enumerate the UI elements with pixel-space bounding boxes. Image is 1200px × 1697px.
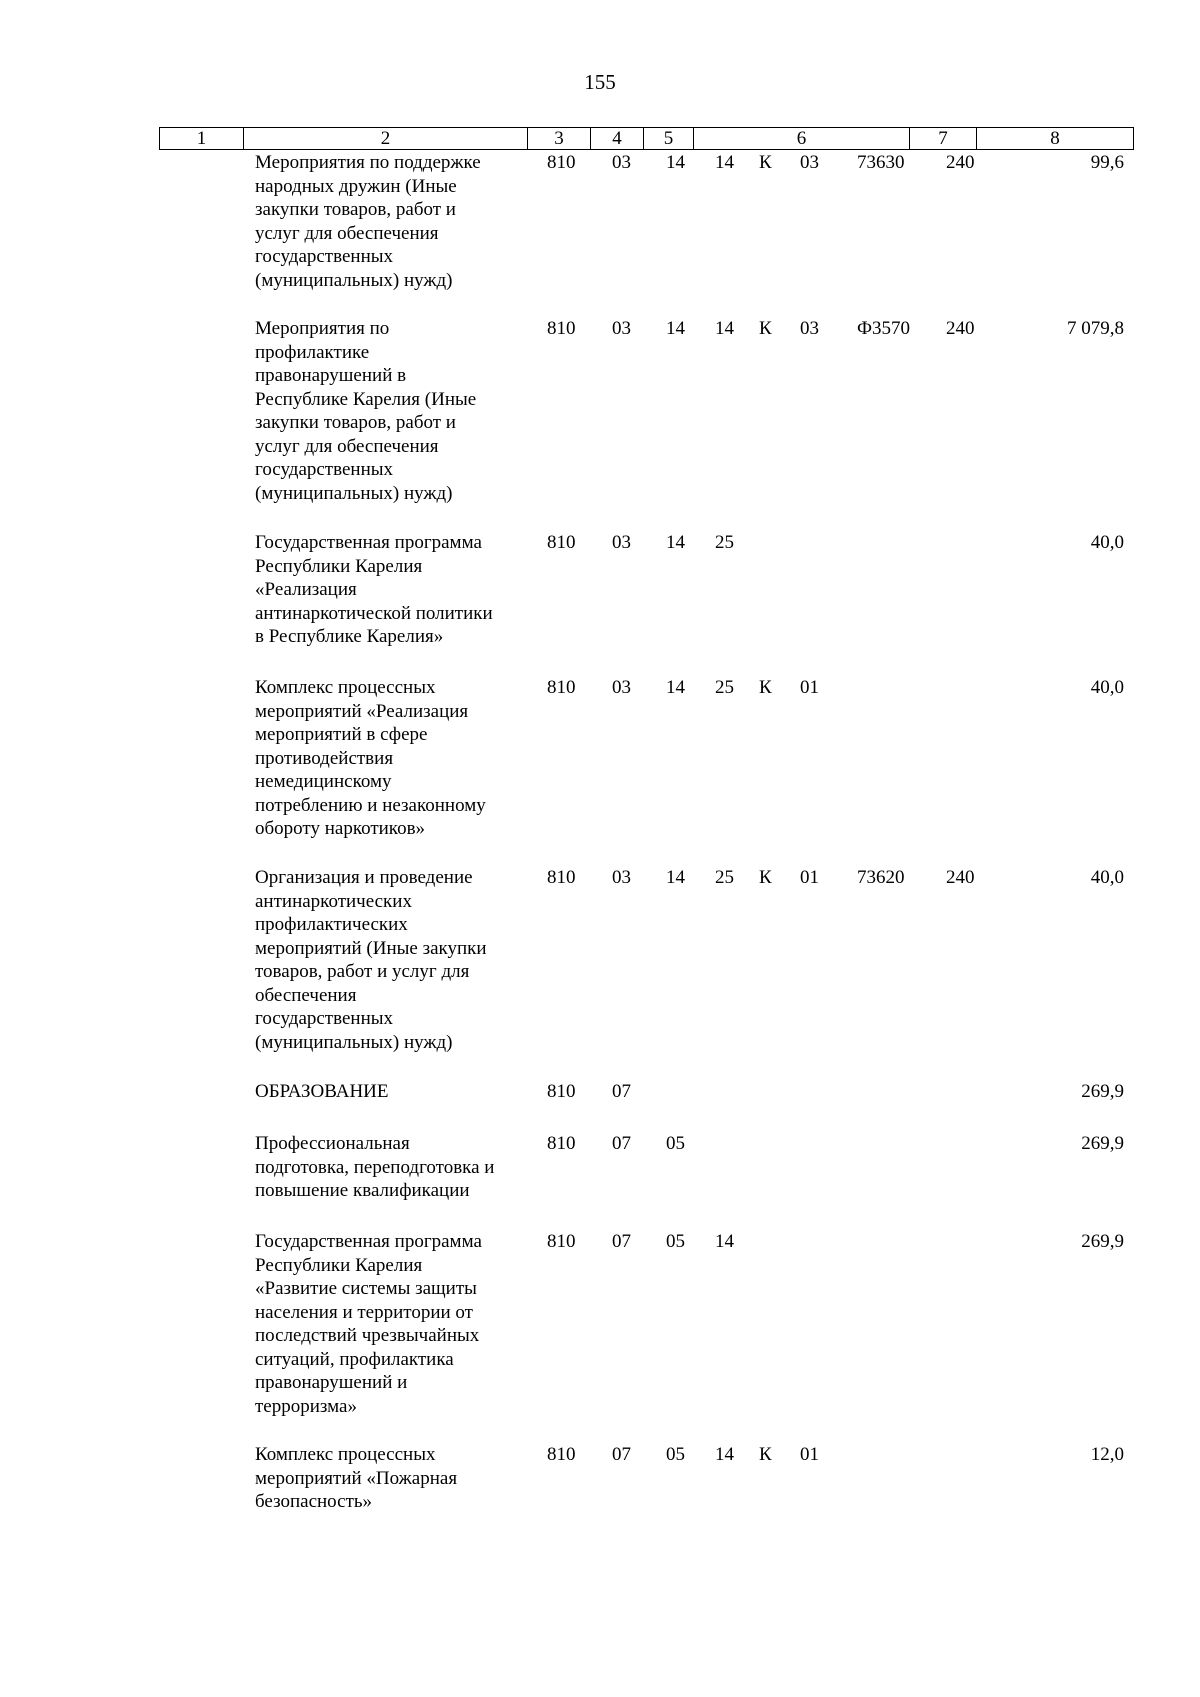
cell-c8: 40,0 [1090, 677, 1124, 698]
cell-c6c: 03 [800, 152, 819, 173]
cell-c8: 99,6 [1090, 152, 1124, 173]
cell-c6a: 14 [715, 152, 734, 173]
row-description [255, 676, 520, 841]
description-line: «Реализация [255, 579, 357, 600]
description-line: терроризма» [255, 1395, 357, 1417]
description-line: государственных [255, 246, 394, 267]
description-line: антинаркотической политики [255, 602, 493, 624]
description-line: подготовка, переподготовка и [255, 1156, 495, 1178]
column-header-2: 2 [244, 128, 528, 150]
description-line: закупки товаров, работ и [255, 199, 456, 220]
description-line: Комплекс процессных [255, 677, 436, 698]
cell-c3: 810 [547, 1444, 576, 1465]
row-description [255, 866, 520, 1054]
description-line: обороту наркотиков» [255, 818, 426, 839]
cell-c6b: К [759, 152, 772, 173]
description-line: повышение квалификации [255, 1180, 470, 1201]
cell-c8: 12,0 [1090, 1444, 1124, 1465]
description-line: Государственная программа [255, 532, 482, 553]
column-header-6: 6 [694, 128, 910, 150]
column-header-table [159, 127, 1134, 150]
description-line: Республики Карелия [255, 555, 423, 577]
cell-c5: 14 [666, 677, 685, 698]
cell-c3: 810 [547, 1081, 576, 1102]
cell-c4: 03 [612, 867, 631, 888]
description-line: обеспечения [255, 984, 357, 1006]
cell-c6b: К [759, 867, 772, 888]
description-line: мероприятий «Реализация [255, 700, 469, 722]
description-line: правонарушений и [255, 1372, 408, 1393]
description-line: антинаркотических [255, 890, 412, 912]
description-line: услуг для обеспечения [255, 435, 439, 457]
cell-c6a: 25 [715, 867, 734, 888]
description-line: народных дружин (Иные [255, 175, 457, 197]
cell-c3: 810 [547, 318, 576, 339]
description-line: товаров, работ и услуг для [255, 961, 470, 982]
description-line: в Республике Карелия» [255, 626, 444, 647]
description-line: мероприятий «Пожарная [255, 1467, 458, 1489]
row-description [255, 1230, 520, 1418]
description-line: Комплекс процессных [255, 1444, 436, 1465]
description-line: Республике Карелия (Иные [255, 388, 477, 410]
description-line: Организация и проведение [255, 867, 473, 888]
description-line: «Развитие системы защиты [255, 1278, 477, 1299]
description-line: Мероприятия по [255, 318, 390, 339]
cell-c4: 07 [612, 1081, 631, 1102]
cell-c8: 40,0 [1090, 867, 1124, 888]
column-header-8: 8 [977, 128, 1134, 150]
cell-c6b: К [759, 677, 772, 698]
description-line: Профессиональная [255, 1133, 410, 1154]
description-line: государственных [255, 459, 394, 480]
cell-c7: 240 [946, 152, 975, 173]
cell-c6d: Ф3570 [857, 318, 911, 339]
cell-c6a: 14 [715, 318, 734, 339]
cell-c6b: К [759, 318, 772, 339]
description-line: закупки товаров, работ и [255, 412, 456, 433]
column-header-3: 3 [528, 128, 591, 150]
cell-c3: 810 [547, 677, 576, 698]
description-line: (муниципальных) нужд) [255, 482, 453, 504]
description-line: (муниципальных) нужд) [255, 269, 453, 291]
description-line: безопасность» [255, 1491, 373, 1512]
description-line: профилактике [255, 341, 370, 363]
cell-c3: 810 [547, 1231, 576, 1252]
cell-c5: 14 [666, 867, 685, 888]
description-line: населения и территории от [255, 1301, 473, 1323]
description-line: Государственная программа [255, 1231, 482, 1252]
description-line: ОБРАЗОВАНИЕ [255, 1081, 389, 1102]
description-line: правонарушений в [255, 365, 407, 386]
cell-c5: 05 [666, 1231, 685, 1252]
cell-c7: 240 [946, 318, 975, 339]
cell-c6c: 01 [800, 1444, 819, 1465]
description-line: последствий чрезвычайных [255, 1325, 480, 1346]
description-line: услуг для обеспечения [255, 222, 439, 244]
cell-c4: 03 [612, 677, 631, 698]
description-line: Мероприятия по поддержке [255, 152, 481, 173]
description-line: ситуаций, профилактика [255, 1348, 454, 1370]
cell-c3: 810 [547, 1133, 576, 1154]
cell-c6c: 01 [800, 677, 819, 698]
row-description [255, 1443, 520, 1514]
row-description [255, 1080, 520, 1104]
cell-c6b: К [759, 1444, 772, 1465]
column-header-4: 4 [591, 128, 644, 150]
cell-c6a: 14 [715, 1231, 734, 1252]
description-line: мероприятий (Иные закупки [255, 937, 487, 959]
cell-c4: 07 [612, 1231, 631, 1252]
description-line: противодействия [255, 747, 394, 769]
description-line: потреблению и незаконному [255, 794, 486, 816]
cell-c3: 810 [547, 867, 576, 888]
description-line: государственных [255, 1008, 394, 1029]
cell-c7: 240 [946, 867, 975, 888]
cell-c6a: 25 [715, 677, 734, 698]
cell-c6c: 01 [800, 867, 819, 888]
description-line: (муниципальных) нужд) [255, 1031, 453, 1053]
page-number: 155 [584, 70, 616, 94]
cell-c4: 07 [612, 1444, 631, 1465]
cell-c8: 269,9 [1081, 1231, 1124, 1252]
cell-c6c: 03 [800, 318, 819, 339]
cell-c6d: 73630 [857, 152, 905, 173]
cell-c5: 14 [666, 318, 685, 339]
description-line: Республики Карелия [255, 1254, 423, 1276]
cell-c4: 03 [612, 318, 631, 339]
cell-c4: 07 [612, 1133, 631, 1154]
cell-c6a: 14 [715, 1444, 734, 1465]
cell-c3: 810 [547, 152, 576, 173]
cell-c5: 14 [666, 152, 685, 173]
row-description [255, 317, 520, 505]
column-header-1: 1 [160, 128, 244, 150]
cell-c8: 269,9 [1081, 1133, 1124, 1154]
column-header-5: 5 [644, 128, 694, 150]
row-description [255, 1132, 520, 1203]
cell-c5: 05 [666, 1444, 685, 1465]
cell-c8: 269,9 [1081, 1081, 1124, 1102]
description-line: мероприятий в сфере [255, 724, 428, 745]
cell-c4: 03 [612, 532, 631, 553]
row-description [255, 151, 520, 292]
cell-c8: 7 079,8 [1067, 318, 1124, 339]
description-line: немедицинскому [255, 771, 392, 792]
row-description [255, 531, 520, 649]
cell-c6a: 25 [715, 532, 734, 553]
cell-c3: 810 [547, 532, 576, 553]
cell-c6d: 73620 [857, 867, 905, 888]
column-header-row [160, 128, 1134, 150]
cell-c4: 03 [612, 152, 631, 173]
cell-c5: 14 [666, 532, 685, 553]
description-line: профилактических [255, 914, 408, 935]
cell-c5: 05 [666, 1133, 685, 1154]
column-header-7: 7 [910, 128, 977, 150]
cell-c8: 40,0 [1090, 532, 1124, 553]
